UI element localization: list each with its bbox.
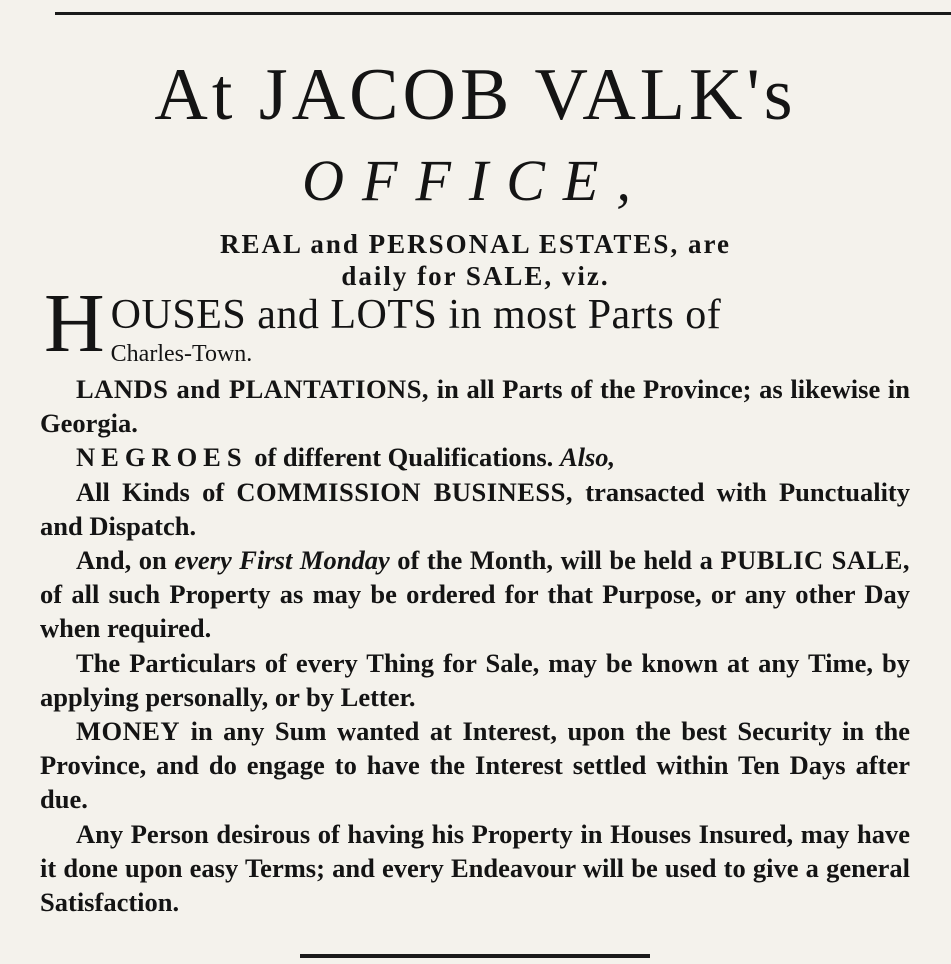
ad-body <box>40 372 910 919</box>
sale-date: every First Monday <box>174 545 390 576</box>
houses-lead: OUSES and LOTS in most Parts of <box>110 292 722 338</box>
negroes-caps: NEGROES <box>76 442 248 473</box>
houses-location: Charles-Town. <box>110 340 253 367</box>
ad-office-heading: OFFICE, <box>302 148 649 213</box>
particulars-paragraph: The Particulars of every Thing for Sale, may be known at any Time, by applying personally, or by Letter. <box>40 647 910 712</box>
ad-estates-heading <box>0 228 951 293</box>
commission-paragraph <box>40 475 910 543</box>
money-caps: MONEY <box>76 716 181 747</box>
houses-paragraph <box>44 277 924 370</box>
commission-lead: All Kinds of <box>76 476 237 507</box>
negroes-paragraph <box>40 440 910 474</box>
commission-caps: COMMISSION BUSINESS, <box>236 476 574 507</box>
estates-line-1: REAL and PERSONAL ESTATES, are <box>220 229 731 259</box>
estates-line-2: daily for SALE, viz. <box>341 261 610 292</box>
lands-caps: LANDS and PLANTATIONS, <box>76 374 430 404</box>
ad-title: At JACOB VALK's <box>154 54 797 136</box>
sale-lead: And, on <box>76 545 175 576</box>
lands-text: in all Parts of the Province; as likewise in Georgia. <box>40 374 910 439</box>
sale-paragraph <box>40 543 910 646</box>
insurance-paragraph: Any Person desirous of having his Property in Houses Insured, may have it done upon easy Terms; and every Endeavour will be used to give a general Satisfaction. <box>40 818 910 918</box>
negroes-text: of different Qualifications. <box>247 442 560 473</box>
money-text: in any Sum wanted at Interest, upon the best Security in the Province, and do engage to have the Interest settled within Ten Days after due. <box>40 716 910 815</box>
commission-text: transacted with Punctuality and Dispatch. <box>40 476 911 541</box>
sale-text: of all such Property as may be ordered for that Purpose, or any other Day when required. <box>40 579 910 644</box>
lands-paragraph <box>40 372 910 440</box>
sale-caps: PUBLIC SALE, <box>720 545 910 576</box>
sale-mid: of the Month, will be held a <box>389 545 721 576</box>
money-paragraph <box>40 714 910 817</box>
negroes-also: Also, <box>559 442 616 473</box>
drop-cap: H <box>44 277 105 370</box>
bottom-rule <box>300 954 650 958</box>
